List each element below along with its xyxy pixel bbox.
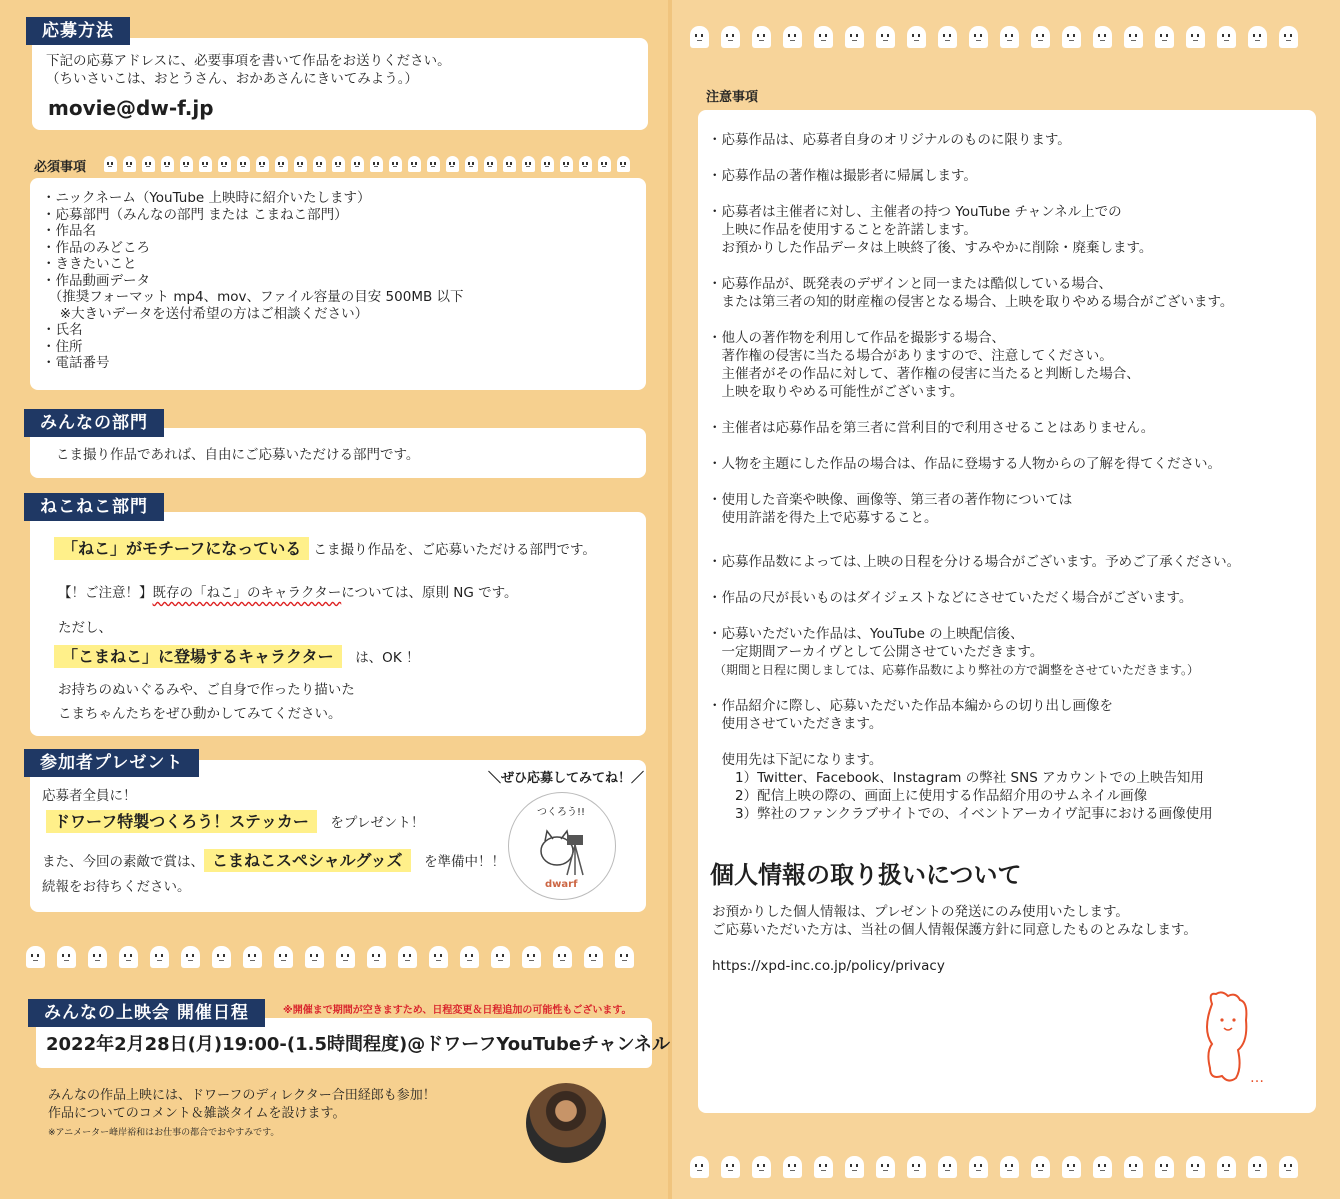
- chui-paragraph: [708, 204, 1240, 258]
- schedule-note: ※開催まで期間が空きますため、日程変更＆日程追加の可能性もございます。: [283, 1005, 632, 1016]
- nekoneko-caution: [58, 585, 518, 602]
- present-heading: 参加者プレゼント: [24, 749, 199, 777]
- chui-line: 上映に作品を使用することを許諾します。: [708, 222, 977, 238]
- privacy-heading: 個人情報の取り扱いについて: [710, 861, 1022, 889]
- nekoneko-tadashi: ただし、: [58, 620, 112, 636]
- chui-line: ・応募作品が、既発表のデザインと同一または酷似している場合、: [708, 276, 1113, 292]
- chui-line: 使用させていただきます。: [708, 716, 883, 732]
- chui-line: ・応募作品の著作権は撮影者に帰属します。: [708, 168, 977, 184]
- oubo-heading: 応募方法: [26, 17, 130, 45]
- chui-paragraph: [708, 420, 1240, 438]
- privacy-line2: ご応募いただいた方は、当社の個人情報保護方針に同意したものとみなします。: [712, 922, 1197, 938]
- chui-line: ・応募作品は、応募者自身のオリジナルのものに限ります。: [708, 132, 1071, 148]
- privacy-line1: お預かりした個人情報は、プレゼントの発送にのみ使用いたします。: [712, 904, 1129, 920]
- chui-paragraph: [708, 168, 1240, 186]
- schedule-datetime: 2022年2月28日(月)19:00-(1.5時間程度)@ドワーフYouTubeチャンネル: [46, 1034, 671, 1055]
- chui-list: [708, 132, 1240, 824]
- chui-line: 著作権の侵害に当たる場合がありますので、注意してください。: [708, 348, 1113, 364]
- chui-paragraph: [708, 276, 1240, 312]
- chui-paragraph: [708, 492, 1240, 528]
- privacy-url[interactable]: https://xpd-inc.co.jp/policy/privacy: [712, 958, 945, 974]
- bear-dots: …: [1250, 1070, 1264, 1086]
- chui-line: 主催者がその作品に対して、著作権の侵害に当たると判断した場合、: [708, 366, 1140, 382]
- hissu-item: ・作品名: [42, 223, 96, 239]
- chui-paragraph: [708, 698, 1240, 734]
- hissu-list: [42, 190, 464, 372]
- schedule-desc1: みんなの作品上映には、ドワーフのディレクター合田経郎も参加！: [48, 1088, 436, 1103]
- chui-line: ・主催者は応募作品を第三者に営利目的で利用させることはありません。: [708, 420, 1155, 436]
- present-highlight-goods: こまねこスペシャルグッズ: [204, 849, 411, 872]
- chui-line: ・応募者は主催者に対し、主催者の持つ YouTube チャンネル上での: [708, 204, 1122, 220]
- nekoneko-highlight-komaneko: 「こまねこ」に登場するキャラクター: [54, 645, 342, 668]
- hissu-item: ・氏名: [42, 322, 83, 338]
- hissu-item: （推奨フォーマット mp4、mov、ファイル容量の目安 500MB 以下: [42, 289, 464, 305]
- chui-line: ・作品紹介に際し、応募いただいた作品本編からの切り出し画像を: [708, 698, 1113, 714]
- chui-line: お預かりした作品データは上映終了後、すみやかに削除・廃棄します。: [708, 240, 1153, 256]
- sticker-image: [508, 792, 616, 900]
- ghost-row-right-bottom: [690, 1156, 1298, 1178]
- chui-line: ・使用した音楽や映像、画像等、第三者の著作物については: [708, 492, 1073, 508]
- bear-mascot-icon: [1198, 990, 1258, 1086]
- hissu-item: ・作品動画データ: [42, 272, 150, 289]
- sticker-brand: dwarf: [545, 879, 578, 890]
- hissu-item: ・応募部門（みんなの部門 または こまねこ部門）: [42, 206, 348, 223]
- present-line3-prefix: また、今回の素敵で賞は、: [42, 854, 204, 870]
- caution-wavy: 既存の「ねこ」のキャラクター: [152, 585, 342, 601]
- schedule-heading: みんなの上映会 開催日程: [28, 999, 265, 1027]
- chui-line: （期間と日程に関しましては、応募作品数により弊社の方で調整をさせていただきます。）: [708, 663, 1200, 677]
- chui-line: 3）弊社のファンクラブサイトでの、イベントアーカイヴ記事における画像使用: [708, 806, 1213, 822]
- chui-line: ・応募いただいた作品は、YouTube の上映配信後、: [708, 626, 1024, 642]
- chui-paragraph: [708, 590, 1240, 608]
- chui-paragraph: [708, 456, 1240, 474]
- chui-paragraph: [708, 554, 1240, 572]
- hissu-item: ・作品のみどころ: [42, 239, 150, 256]
- nekoneko-line1: [54, 537, 596, 562]
- chui-line: 使用先は下記になります。: [708, 752, 883, 768]
- chui-paragraph: [708, 752, 1240, 824]
- present-callout: ＼ぜひ応募してみてね！／: [488, 771, 645, 786]
- hissu-item: ・住所: [42, 338, 83, 355]
- chui-line: 一定期間アーカイヴとして公開させていただきます。: [708, 644, 1044, 660]
- chui-line: ・応募作品数によっては､上映の日程を分ける場合がございます。予めご了承ください。: [708, 554, 1241, 570]
- sticker-text: つくろう!!: [537, 807, 586, 818]
- director-avatar: [526, 1083, 606, 1163]
- ghost-row-right-top: [690, 26, 1298, 48]
- chui-line: 2）配信上映の際の、画面上に使用する作品紹介用のサムネイル画像: [708, 788, 1148, 804]
- chui-line: ・作品の尺が長いものはダイジェストなどにさせていただく場合がございます。: [708, 590, 1193, 606]
- chui-paragraph: [708, 132, 1240, 150]
- present-line3: [42, 849, 505, 874]
- schedule-desc2: 作品についてのコメント＆雑談タイムを設けます。: [48, 1106, 346, 1121]
- ghost-row-left: [26, 946, 634, 968]
- nekoneko-line-a: お持ちのぬいぐるみや、ご自身で作ったり描いた: [58, 682, 355, 698]
- chui-line: ・人物を主題にした作品の場合は、作品に登場する人物からの了解を得てください。: [708, 456, 1221, 472]
- oubo-line2: （ちいさいこは、おとうさん、おかあさんにきいてみよう。）: [46, 71, 419, 87]
- hissu-item: ・ニックネーム（YouTube 上映時に紹介いたします）: [42, 190, 371, 206]
- chui-line: 使用許諾を得た上で応募すること。: [708, 510, 938, 526]
- nekoneko-line-b: こまちゃんたちをぜひ動かしてみてください。: [58, 706, 342, 722]
- nekoneko-rest1: こま撮り作品を、ご応募いただける部門です。: [313, 542, 596, 558]
- present-rest1: をプレゼント！: [330, 815, 425, 831]
- nekoneko-highlight-motif: 「ねこ」がモチーフになっている: [54, 537, 309, 560]
- nekoneko-ok: は、OK ！: [355, 650, 420, 666]
- chui-line: 1）Twitter、Facebook、Instagram の弊社 SNS アカウントでの上映告知用: [708, 770, 1204, 786]
- minna-heading: みんなの部門: [24, 409, 164, 437]
- schedule-small: ※アニメーター峰岸裕和はお仕事の都合でおやすみです。: [48, 1128, 280, 1138]
- present-line4: 続報をお待ちください。: [42, 879, 191, 895]
- minna-text: こま撮り作品であれば、自由にご応募いただける部門です。: [56, 447, 420, 463]
- chui-paragraph: [708, 330, 1240, 402]
- oubo-email[interactable]: movie@dw-f.jp: [48, 96, 214, 120]
- nekoneko-heading: ねこねこ部門: [24, 493, 164, 521]
- hissu-heading: 必須事項: [34, 160, 87, 175]
- nekoneko-line-ok: [54, 645, 419, 670]
- chui-paragraph: [708, 626, 1240, 680]
- chui-line: ・他人の著作物を利用して作品を撮影する場合、: [708, 330, 1005, 346]
- hissu-item: ・電話番号: [42, 355, 110, 371]
- present-line2: [46, 810, 424, 835]
- chui-line: 上映を取りやめる可能性がございます。: [708, 384, 964, 400]
- chui-line: または第三者の知的財産権の侵害となる場合、上映を取りやめる場合がございます。: [708, 294, 1234, 310]
- chui-heading: 注意事項: [706, 90, 759, 105]
- present-line1: 応募者全員に！: [42, 788, 137, 804]
- ghost-row-small: [104, 156, 630, 172]
- caution-suffix: については、原則 NG です。: [341, 585, 518, 601]
- hissu-item: ・ききたいこと: [42, 256, 137, 272]
- oubo-line1: 下記の応募アドレスに、必要事項を書いて作品をお送りください。: [46, 53, 451, 69]
- hissu-item: ※大きいデータを送付希望の方はご相談ください）: [42, 305, 369, 322]
- present-rest2: を準備中！！: [424, 854, 506, 870]
- present-highlight-sticker: ドワーフ特製つくろう！ステッカー: [46, 810, 317, 833]
- caution-prefix: 【！ご注意！】: [58, 585, 153, 601]
